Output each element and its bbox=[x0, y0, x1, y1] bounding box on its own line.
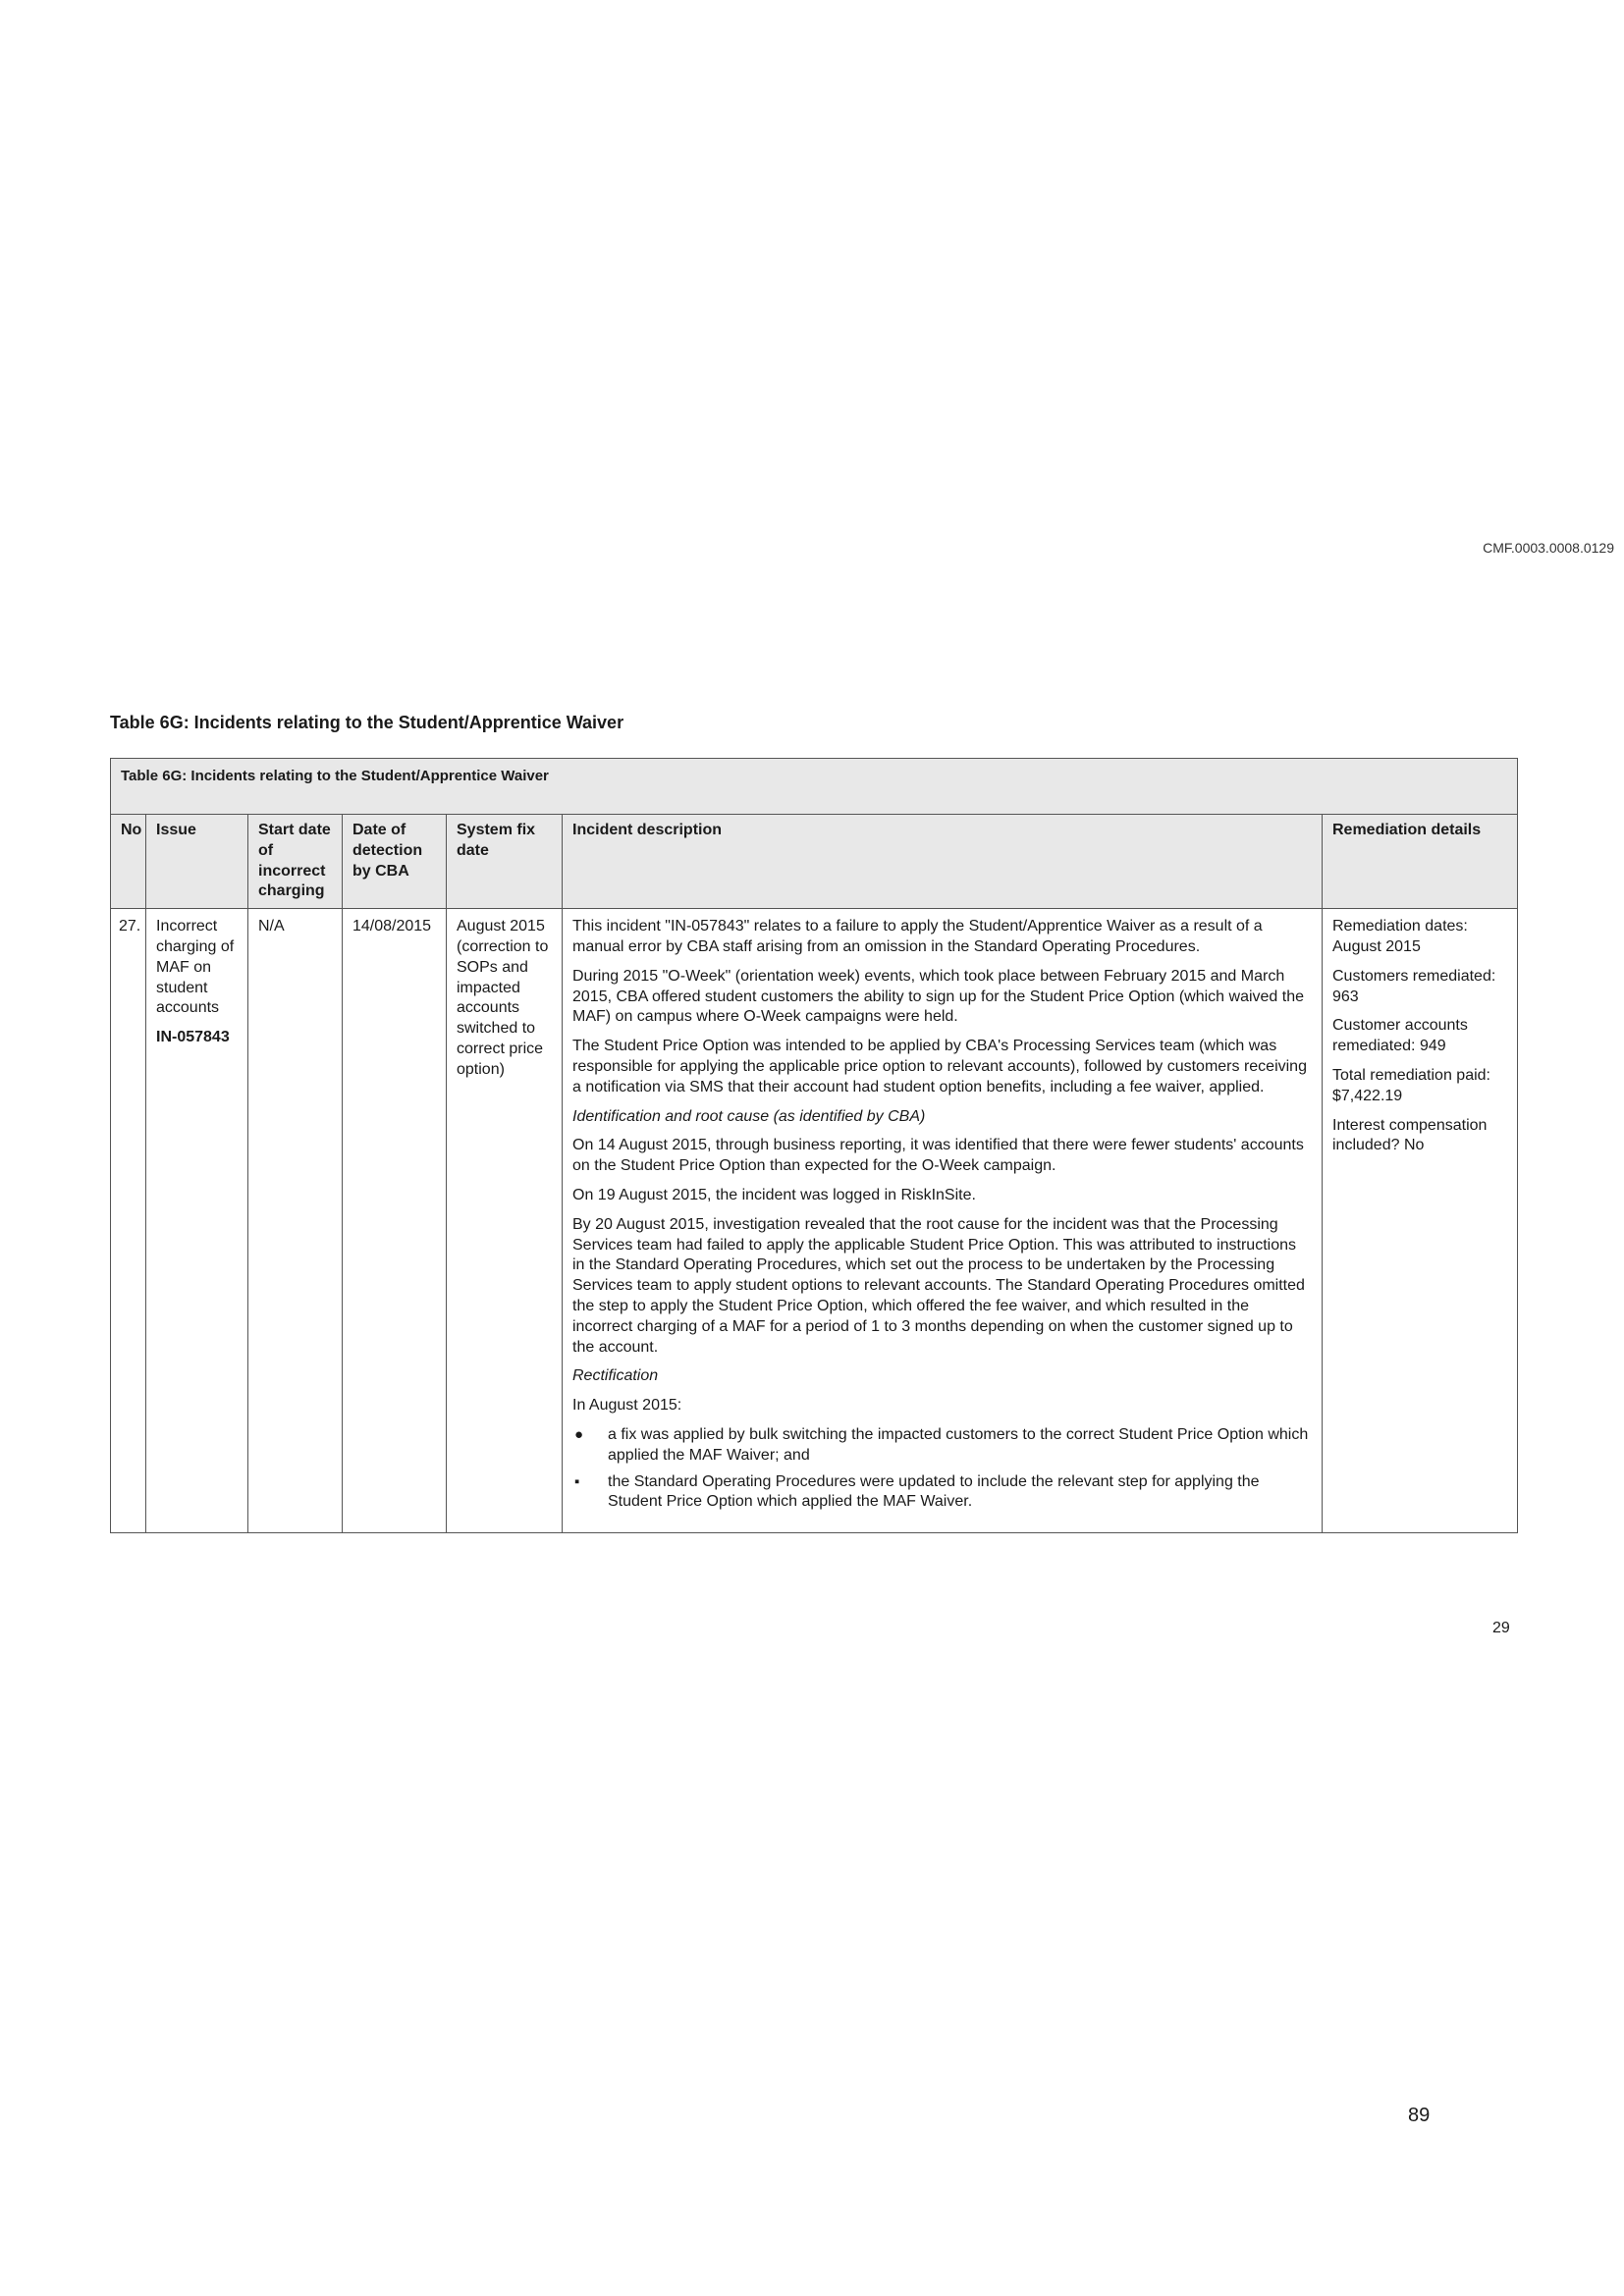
issue-text: Incorrect charging of MAF on student accounts bbox=[156, 918, 235, 1017]
interest-compensation: Interest compensation included? No bbox=[1332, 1116, 1488, 1154]
rectification-list bbox=[572, 1425, 1312, 1513]
description-paragraph: During 2015 "O-Week" (orientation week) events, which took place between February 2015 and March 2015, CBA offered student customers the ability to sign up for the Student Price Option (which waived the MAF) on campus where O-Week campaigns were held. bbox=[572, 967, 1305, 1026]
description-paragraph: The Student Price Option was intended to be applied by CBA's Processing Services team (which was responsible for applying the applicable price option to relevant accounts), followed by customers receiving a notification via SMS that their account had student option benefits, including a fee waiver, applied. bbox=[572, 1038, 1307, 1095]
header-system-fix-date: System fix date bbox=[447, 815, 563, 909]
list-item bbox=[572, 1425, 1312, 1467]
bullet-icon: ▪ bbox=[574, 1472, 580, 1490]
list-item bbox=[572, 1472, 1312, 1514]
header-no: No bbox=[111, 815, 146, 909]
remediation-dates: Remediation dates: August 2015 bbox=[1332, 918, 1468, 955]
description-subheading: Rectification bbox=[572, 1367, 659, 1385]
customers-remediated: Customers remediated: 963 bbox=[1332, 967, 1496, 1005]
accounts-remediated: Customer accounts remediated: 949 bbox=[1332, 1017, 1468, 1055]
header-detection-date: Date of detection by CBA bbox=[343, 815, 447, 909]
total-remediation-paid: Total remediation paid: $7,422.19 bbox=[1332, 1066, 1490, 1104]
cell-detection-date: 14/08/2015 bbox=[343, 909, 447, 1533]
header-remediation-details: Remediation details bbox=[1323, 815, 1518, 909]
document-id: CMF.0003.0008.0129 bbox=[1483, 540, 1614, 556]
cell-start-date: N/A bbox=[248, 909, 343, 1533]
header-start-date: Start date of incorrect charging bbox=[248, 815, 343, 909]
header-issue: Issue bbox=[146, 815, 248, 909]
document-title: Table 6G: Incidents relating to the Student/Apprentice Waiver bbox=[110, 713, 624, 732]
list-item-text: the Standard Operating Procedures were updated to include the relevant step for applying the Student Price Option which applied the MAF Waiver. bbox=[608, 1472, 1260, 1511]
issue-reference: IN-057843 bbox=[156, 1029, 230, 1046]
cell-no: 27. bbox=[111, 909, 146, 1533]
table-caption-row bbox=[111, 759, 1518, 815]
incidents-table bbox=[110, 758, 1518, 1533]
description-paragraph: By 20 August 2015, investigation revealed that the root cause for the incident was that the Processing Services team had failed to apply the applicable Student Price Option. This was attributed to instructions in the Standard Operating Procedures, which set out the process to be undertaken by the Processing Services team to apply student options to relevant accounts. The Standard Operating Procedures omitted the step to apply the Student Price Option, which offered the fee waiver, and which resulted in the incorrect charging of a MAF for a period of 1 to 3 months depending on when the customer signed up to the account. bbox=[572, 1215, 1305, 1356]
cell-issue bbox=[146, 909, 248, 1533]
header-incident-description: Incident description bbox=[563, 815, 1323, 909]
cell-system-fix-date: August 2015 (correction to SOPs and impacted accounts switched to correct price option) bbox=[447, 909, 563, 1533]
description-paragraph: On 14 August 2015, through business reporting, it was identified that there were fewer students' accounts on the Student Price Option than expected for the O-Week campaign. bbox=[572, 1137, 1304, 1175]
cell-incident-description bbox=[563, 909, 1323, 1533]
list-item-text: a fix was applied by bulk switching the impacted customers to the correct Student Price Option which applied the MAF Waiver; and bbox=[608, 1425, 1309, 1464]
bullet-icon: ● bbox=[574, 1425, 584, 1443]
description-paragraph: This incident "IN-057843" relates to a failure to apply the Student/Apprentice Waiver as a result of a manual error by CBA staff arising from an omission in the Standard Operating Procedures. bbox=[572, 918, 1263, 955]
table-caption: Table 6G: Incidents relating to the Student/Apprentice Waiver bbox=[111, 759, 1518, 815]
table-header-row bbox=[111, 815, 1518, 909]
section-page-number: 29 bbox=[1492, 1620, 1510, 1636]
page-number: 89 bbox=[1408, 2105, 1431, 2126]
cell-remediation-details bbox=[1323, 909, 1518, 1533]
description-paragraph: In August 2015: bbox=[572, 1397, 682, 1415]
description-subheading: Identification and root cause (as identified by CBA) bbox=[572, 1107, 926, 1125]
table-row bbox=[111, 909, 1518, 1533]
description-paragraph: On 19 August 2015, the incident was logged in RiskInSite. bbox=[572, 1186, 976, 1203]
